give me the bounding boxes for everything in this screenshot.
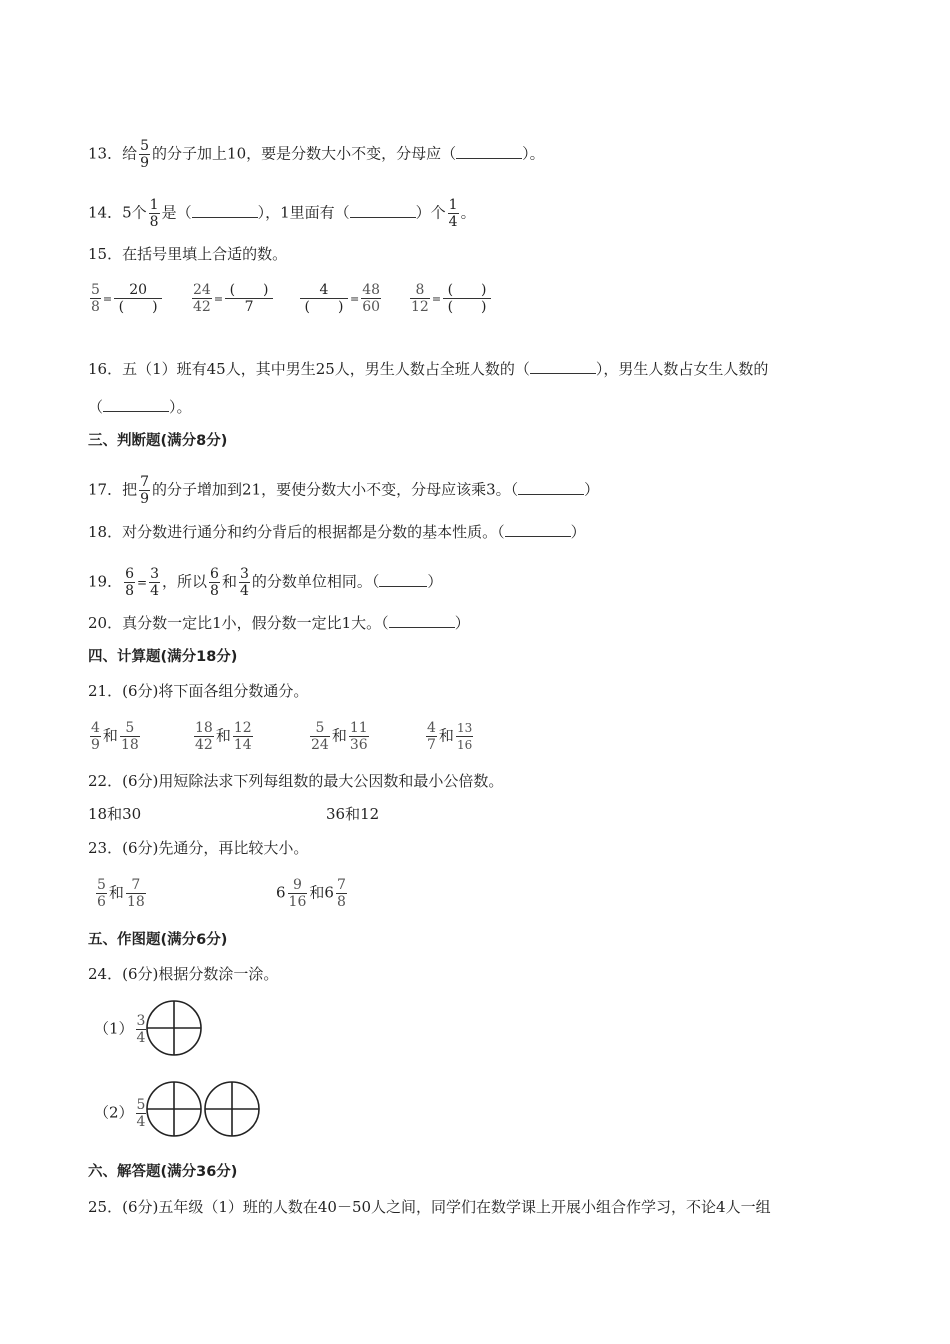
- fraction: $\frac{5}{9}$: [140, 138, 150, 171]
- answer-blank[interactable]: [456, 146, 522, 159]
- answer-blank[interactable]: [505, 524, 571, 537]
- q21-pair-3: $\frac{5}{24}$ 和 $\frac{11}{36}$: [311, 720, 368, 753]
- q23-pair-2: 6 $\frac{9}{16}$ 和6 $\frac{7}{8}$: [276, 877, 346, 910]
- answer-blank[interactable]: [350, 205, 416, 218]
- answer-blank[interactable]: ( ): [447, 299, 487, 315]
- q15-item-3: $\frac{4}{( )}$ = $\frac{48}{60}$: [298, 282, 383, 315]
- q15-item-2: $\frac{24}{42}$ = $\frac{( )}{7}$: [190, 282, 275, 315]
- section-heading-4: 四、计算题(满分18分): [88, 649, 238, 665]
- question-25: 25．(6分)五年级（1）班的人数在40－50人之间，同学们在数学课上开展小组合作学习，不论4人一组: [88, 1198, 771, 1216]
- q22-pair-a: 18和30: [88, 805, 142, 823]
- answer-blank[interactable]: ( ): [225, 282, 273, 299]
- circle-quartered[interactable]: [145, 999, 203, 1057]
- q15-item-4: $\frac{8}{12}$ = $\frac{( )}{( )}$: [408, 282, 493, 315]
- section-heading-3: 三、判断题(满分8分): [88, 433, 228, 449]
- q21-pair-1: $\frac{4}{9}$ 和 $\frac{5}{18}$: [91, 720, 139, 753]
- fraction: $\frac{1}{4}$: [448, 197, 458, 230]
- fraction: $\frac{1}{8}$: [149, 197, 159, 230]
- q15-item-1: $\frac{5}{8}$ = $\frac{20}{( )}$: [88, 282, 164, 315]
- question-18: 18．对分数进行通分和约分背后的根据都是分数的基本性质。（ ）: [88, 523, 586, 541]
- q22-pair-b: 36和12: [326, 805, 380, 823]
- answer-blank[interactable]: [379, 574, 427, 587]
- question-21: 21．(6分)将下面各组分数通分。: [88, 682, 309, 700]
- q24-item-2: （2） $\frac{5}{4}$: [94, 1097, 146, 1130]
- question-17: 17．把 $\frac{7}{9}$ 的分子增加到21，要使分数大小不变，分母应该乘3。（ ）: [88, 474, 600, 507]
- question-14: 14．5个 $\frac{1}{8}$ 是（ ），1里面有（ ）个 $\frac{1}{4}$ 。: [88, 197, 476, 230]
- answer-blank[interactable]: ( ): [304, 299, 344, 315]
- answer-blank[interactable]: [389, 615, 455, 628]
- question-23: 23．(6分)先通分，再比较大小。: [88, 839, 309, 857]
- question-16-cont: （ ）。: [88, 398, 192, 416]
- question-13: 13．给 $\frac{5}{9}$ 的分子加上10，要是分数大小不变，分母应（ ）。: [88, 138, 545, 171]
- section-heading-5: 五、作图题(满分6分): [88, 932, 228, 948]
- q21-pair-4: $\frac{4}{7}$ 和 $\frac{13}{16}$: [427, 720, 473, 753]
- question-15: 15．在括号里填上合适的数。: [88, 245, 288, 263]
- question-20: 20．真分数一定比1小，假分数一定比1大。（ ）: [88, 614, 470, 632]
- circle-quartered[interactable]: [145, 1080, 203, 1138]
- question-19: 19． $\frac{6}{8}$ = $\frac{3}{4}$ ，所以 $\frac{6}{8}$ 和 $\frac{3}{4}$ 的分数单位相同。（ ）: [88, 566, 443, 599]
- section-heading-6: 六、解答题(满分36分): [88, 1164, 238, 1180]
- question-22: 22．(6分)用短除法求下列每组数的最大公因数和最小公倍数。: [88, 772, 504, 790]
- answer-blank[interactable]: [192, 205, 258, 218]
- fraction: $\frac{7}{9}$: [140, 474, 150, 507]
- q24-item-1: （1） $\frac{3}{4}$: [94, 1013, 146, 1046]
- answer-blank[interactable]: ( ): [443, 282, 491, 299]
- circle-quartered[interactable]: [203, 1080, 261, 1138]
- answer-blank[interactable]: [518, 482, 584, 495]
- question-24: 24．(6分)根据分数涂一涂。: [88, 965, 279, 983]
- question-16: 16．五（1）班有45人，其中男生25人，男生人数占全班人数的（ ），男生人数占女生人数的: [88, 360, 769, 378]
- answer-blank[interactable]: [530, 361, 596, 374]
- q23-pair-1: $\frac{5}{6}$ 和 $\frac{7}{18}$: [97, 877, 145, 910]
- answer-blank[interactable]: [103, 399, 169, 412]
- q21-pair-2: $\frac{18}{42}$ 和 $\frac{12}{14}$: [195, 720, 252, 753]
- answer-blank[interactable]: ( ): [118, 299, 158, 315]
